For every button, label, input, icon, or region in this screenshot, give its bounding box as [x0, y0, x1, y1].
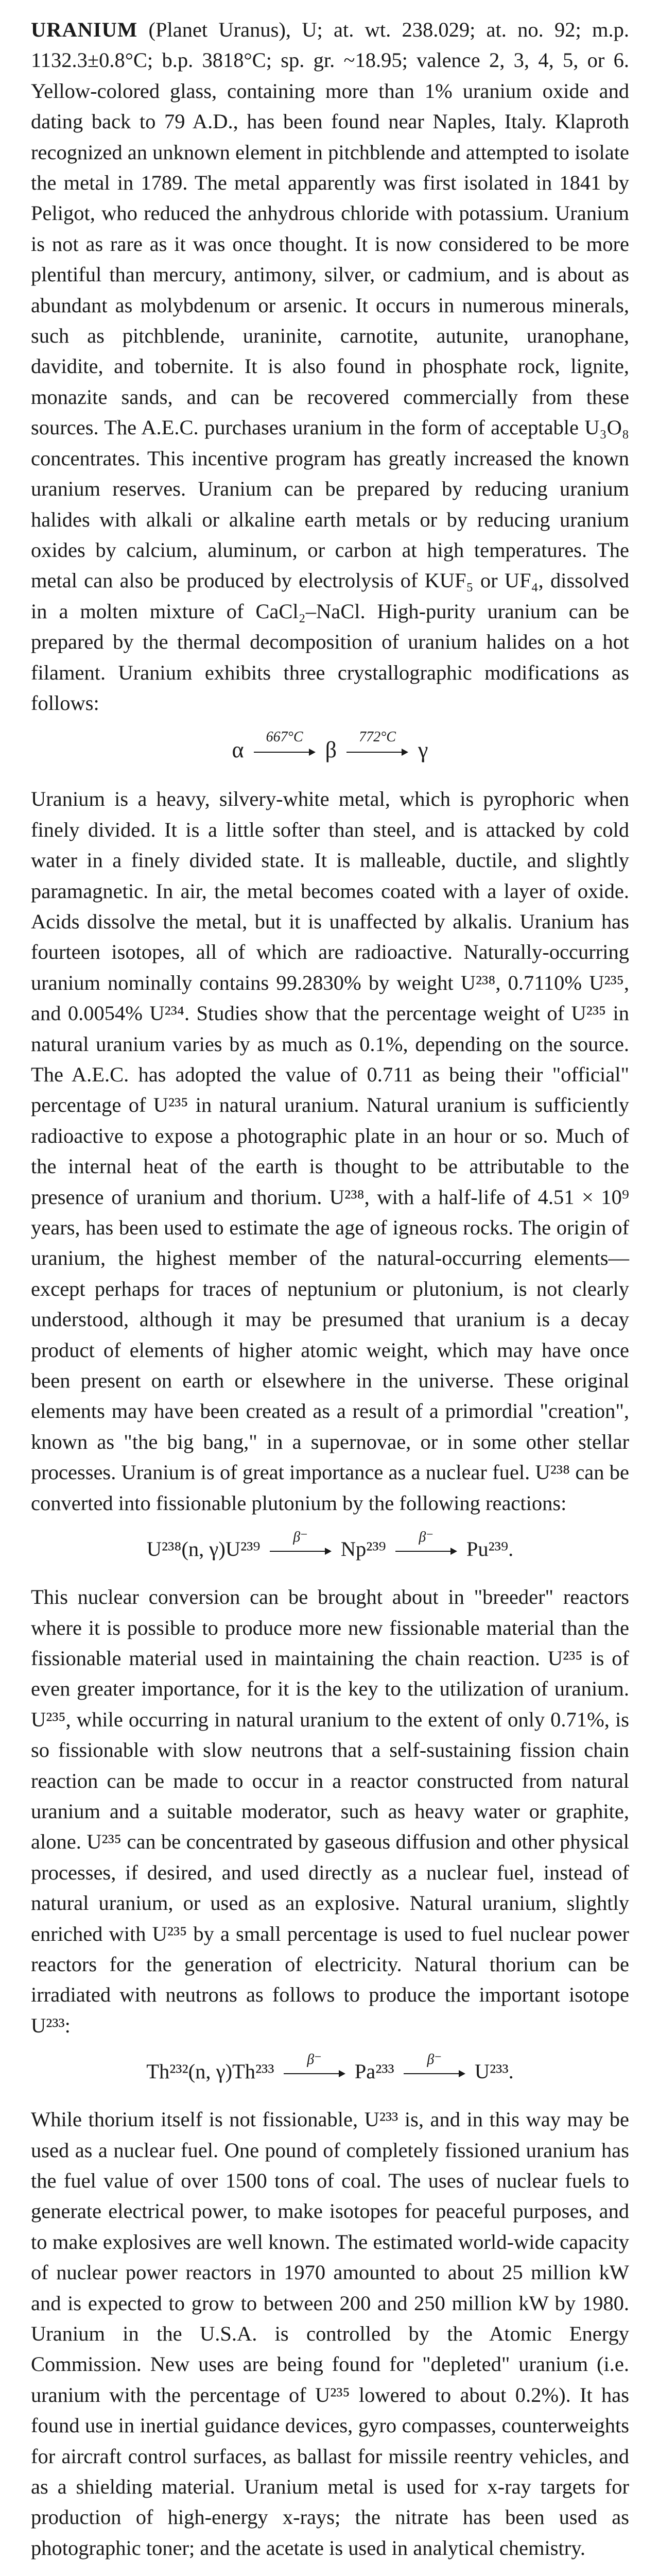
th-beta-decay-arrow-1: [284, 2051, 345, 2078]
intro-text: (Planet Uranus), U; at. wt. 238.029; at. no. 92; m.p. 1132.3±0.8°C; b.p. 3818°C; sp. gr. ~18.95; valence 2, 3, 4, 5, or 6. Yellow-colored glass, containing more than 1% uranium oxide and dating back to 79 A.D., has been found near Naples, Italy. Klaproth recognized an unknown element in pitchblende and attempted to isolate the metal in 1789. The metal apparently was first isolated in 1841 by Peligot, who reduced the anhydrous chloride with potassium. Uranium is not as rare as it was once thought. It is now considered to be more plentiful than mercury, antimony, silver, or cadmium, and is about as abundant as molybdenum or arsenic. It occurs in numerous minerals, such as pitchblende, uraninite, carnotite, autunite, uranophane, davidite, and tobernite. It is also found in phosphate rock, lignite, monazite sands, and can be recovered commercially from these sources. The A.E.C. purchases uranium in the form of acceptable U₃O₈ concentrates. This incentive program has greatly increased the known uranium reserves. Uranium can be prepared by reducing uranium halides with alkali or alkaline earth metals or by reducing uranium oxides by calcium, aluminum, or carbon at high temperatures. The metal can also be produced by electrolysis of KUF₅ or UF₄, dissolved in a molten mixture of CaCl₂–NaCl. High-purity uranium can be prepared by the thermal decomposition of uranium halides on a hot filament. Uranium exhibits three crystallographic modifications as follows:: [31, 18, 629, 715]
u-reaction-lhs: U²³⁸(n, γ)U²³⁹: [146, 1537, 261, 1561]
transition-temp-2: 772°C: [359, 729, 396, 745]
beta-decay-label-2: β⁻: [419, 1529, 434, 1545]
th-beta-decay-arrow-2: [404, 2051, 465, 2078]
plutonium-reaction-equation: [31, 1529, 629, 1561]
paragraph-intro: [31, 14, 629, 718]
th-reaction-lhs: Th²³²(n, γ)Th²³³: [146, 2060, 274, 2083]
transition-arrow-2: [346, 729, 408, 757]
paragraph-nuclear-fuel-uses: While thorium itself is not fissionable, U²³³ is, and in this way may be used as a nuclear fuel. One pound of completely fissioned uranium has the fuel value of over 1500 tons of coal. The uses of nuclear fuels to generate electrical power, to make isotopes for peaceful purposes, and to make explosives are well known. The estimated world-wide capacity of nuclear power reactors in 1970 amounted to about 25 million kW and is expected to grow to between 200 and 250 million kW by 1980. Uranium in the U.S.A. is controlled by the Atomic Energy Commission. New uses are being found for "depleted" uranium (i.e. uranium with the percentage of U²³⁵ lowered to about 0.2%). It has found use in inertial guidance devices, gyro compasses, counterweights for aircraft control surfaces, as ballast for missile reentry vehicles, and as a shielding material. Uranium metal is used for x-ray targets for production of high-energy x-rays; the nitrate has been used as photographic toner; and the acetate is used in analytical chemistry.: [31, 2108, 629, 2560]
beta-phase: β: [325, 737, 337, 763]
u-reaction-rhs: Pu²³⁹.: [466, 1537, 514, 1561]
paragraph-breeder-reactors: This nuclear conversion can be brought about in "breeder" reactors where it is possible to produce more new fissionable material than the fissionable material used in maintaining the chain reaction. U²³⁵ is of even greater importance, for it is the key to the utilization of uranium. U²³⁵, while occurring in natural uranium to the extent of only 0.71%, is so fissionable with slow neutrons that a self-sustaining fission chain reaction can be made to occur in a reactor constructed from natural uranium and a suitable moderator, such as heavy water or graphite, alone. U²³⁵ can be concentrated by gaseous diffusion and other physical processes, if desired, and used directly as a nuclear fuel, instead of natural uranium, or used as an explosive. Natural uranium, slightly enriched with U²³⁵ by a small percentage is used to fuel nuclear power reactors for the generation of electricity. Natural thorium can be irradiated with neutrons as follows to produce the important isotope U²³³:: [31, 1585, 629, 2037]
th-reaction-mid: Pa²³³: [354, 2060, 394, 2083]
th-reaction-rhs: U²³³.: [474, 2060, 514, 2083]
beta-decay-arrow-2: [395, 1529, 457, 1556]
th-beta-decay-label-2: β⁻: [427, 2051, 442, 2067]
gamma-phase: γ: [418, 737, 428, 763]
u-reaction-mid: Np²³⁹: [340, 1537, 386, 1561]
phase-transition-equation: [31, 729, 629, 763]
paragraph-metal-properties: Uranium is a heavy, silvery-white metal, which is pyrophoric when finely divided. It is a little softer than steel, and is attacked by cold water in a finely divided state. It is malleable, ductile, and slightly paramagnetic. In air, the metal becomes coated with a layer of oxide. Acids dissolve the metal, but it is unaffected by alkalis. Uranium has fourteen isotopes, all of which are radioactive. Naturally-occurring uranium nominally contains 99.2830% by weight U²³⁸, 0.7110% U²³⁵, and 0.0054% U²³⁴. Studies show that the percentage weight of U²³⁵ in natural uranium varies by as much as 0.1%, depending on the source. The A.E.C. has adopted the value of 0.711 as being their "official" percentage of U²³⁵ in natural uranium. Natural uranium is sufficiently radioactive to expose a photographic plate in an hour or so. Much of the internal heat of the earth is thought to be attributable to the presence of uranium and thorium. U²³⁸, with a half-life of 4.51 × 10⁹ years, has been used to estimate the age of igneous rocks. The origin of uranium, the highest member of the natural-occurring elements—except perhaps for traces of neptunium or plutonium, is not clearly understood, although it may be presumed that uranium is a decay product of elements of higher atomic weight, which may have once been present on earth or elsewhere in the universe. These original elements may have been created as a result of a primordial "creation", known as "the big bang," in a supernovae, or in some other stellar processes. Uranium is of great importance as a nuclear fuel. U²³⁸ can be converted into fissionable plutonium by the following reactions:: [31, 787, 629, 1515]
th-beta-decay-label-1: β⁻: [307, 2051, 322, 2067]
transition-temp-1: 667°C: [266, 729, 303, 745]
transition-arrow-1: [254, 729, 316, 757]
thorium-reaction-equation: [31, 2051, 629, 2083]
beta-decay-label-1: β⁻: [293, 1529, 308, 1545]
paragraph-crystals-toxicity: [31, 2572, 629, 2576]
headword: URANIUM: [31, 18, 138, 41]
beta-decay-arrow-1: [270, 1529, 332, 1556]
alpha-phase: α: [232, 737, 244, 763]
